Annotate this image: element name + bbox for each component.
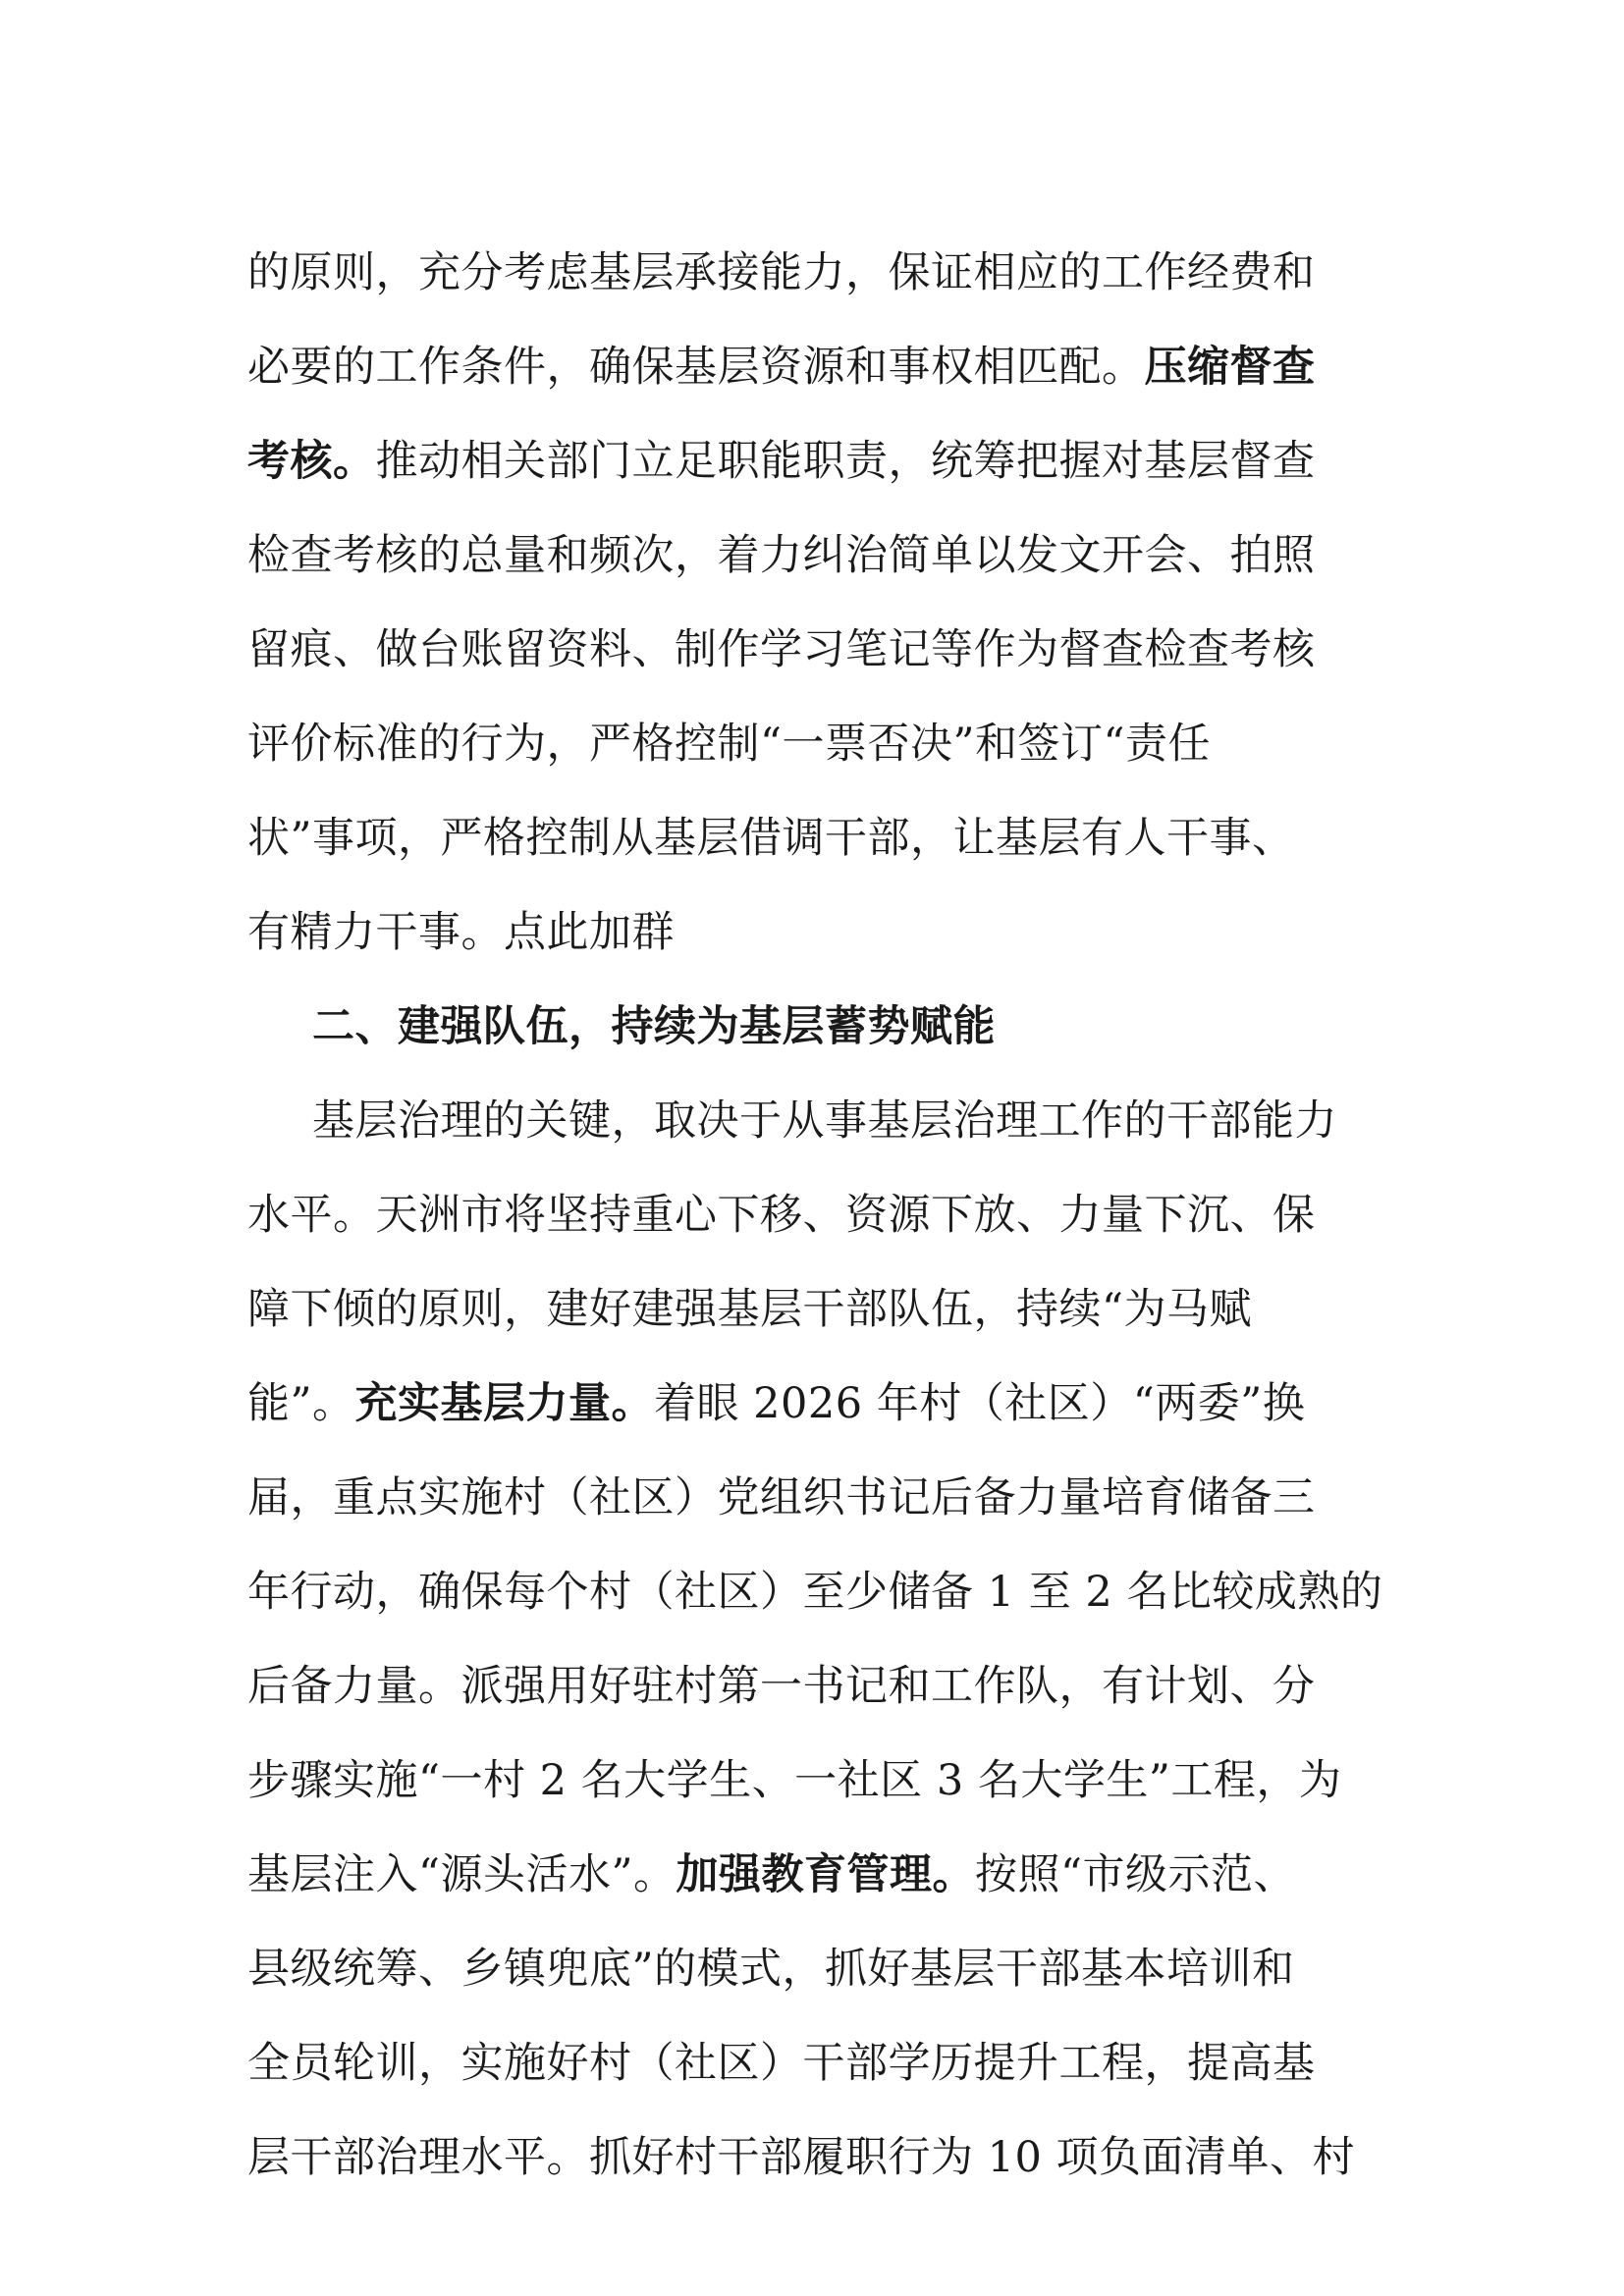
- text-line: [247, 2110, 1386, 2205]
- text-line: [247, 414, 1386, 508]
- text-line: [247, 1639, 1386, 1734]
- text-span: 着眼 2026 年村（社区）“两委”换: [653, 1379, 1306, 1428]
- text-line: [247, 1451, 1386, 1545]
- text-span: 的原则，充分考虑基层承接能力，保证相应的工作经费和: [247, 248, 1316, 297]
- text-line: [247, 1074, 1386, 1168]
- text-span: 全员轮训，实施好村（社区）干部学历提升工程，提高基: [247, 2039, 1316, 2088]
- text-line: [247, 1828, 1386, 1922]
- text-line: [247, 1357, 1386, 1451]
- text-line: [247, 1168, 1386, 1262]
- bold-heading-span: 充实基层力量。: [354, 1379, 654, 1428]
- text-span: 基层注入“源头活水”。: [247, 1850, 677, 1899]
- text-span: 基层治理的关键，取决于从事基层治理工作的干部能力: [312, 1096, 1337, 1146]
- text-line: [247, 1734, 1386, 1828]
- text-line: [247, 2016, 1386, 2110]
- text-line: [247, 1262, 1386, 1357]
- bold-heading-span: 考核。: [247, 437, 376, 486]
- text-span: 按照“市级示范、: [974, 1850, 1296, 1899]
- text-line: [247, 1545, 1386, 1639]
- text-line: [247, 791, 1386, 885]
- text-span: 检查考核的总量和频次，着力纠治简单以发文开会、拍照: [247, 531, 1316, 580]
- text-span: 留痕、做台账留资料、制作学习笔记等作为督查检查考核: [247, 625, 1316, 674]
- text-line: [247, 320, 1386, 414]
- bold-heading-span: 加强教育管理。: [676, 1850, 975, 1899]
- text-span: 必要的工作条件，确保基层资源和事权相匹配。: [247, 343, 1145, 392]
- text-span: 有精力干事。点此加群: [247, 908, 675, 957]
- document-body: [247, 226, 1386, 2205]
- bold-heading-span: 压缩督查: [1144, 343, 1316, 392]
- text-span: 评价标准的行为，严格控制“一票否决”和签订“责任: [247, 720, 1211, 769]
- text-span: 障下倾的原则，建好建强基层干部队伍，持续“为马赋: [247, 1285, 1252, 1334]
- text-line: [247, 697, 1386, 791]
- text-span: 步骤实施“一村 2 名大学生、一社区 3 名大学生”工程，为: [247, 1756, 1342, 1805]
- text-line: [247, 1922, 1386, 2016]
- text-line: [247, 508, 1386, 603]
- text-span: 推动相关部门立足职能职责，统筹把握对基层督查: [375, 437, 1316, 486]
- text-span: 能”。: [247, 1379, 355, 1428]
- text-span: 层干部治理水平。抓好村干部履职行为 10 项负面清单、村: [247, 2133, 1356, 2182]
- section-heading-text: 二、建强队伍，持续为基层蓄势赋能: [312, 1002, 996, 1051]
- text-line: [247, 885, 1386, 980]
- text-span: 后备力量。派强用好驻村第一书记和工作队，有计划、分: [247, 1662, 1316, 1711]
- text-span: 县级统筹、乡镇兜底”的模式，抓好基层干部基本培训和: [247, 1945, 1295, 1994]
- text-line: [247, 226, 1386, 320]
- text-span: 水平。天洲市将坚持重心下移、资源下放、力量下沉、保: [247, 1191, 1316, 1240]
- text-span: 届，重点实施村（社区）党组织书记后备力量培育储备三: [247, 1473, 1316, 1522]
- section-heading: [247, 980, 1386, 1074]
- text-span: 状”事项，严格控制从基层借调干部，让基层有人干事、: [247, 814, 1295, 863]
- text-span: 年行动，确保每个村（社区）至少储备 1 至 2 名比较成熟的: [247, 1568, 1383, 1617]
- text-line: [247, 603, 1386, 697]
